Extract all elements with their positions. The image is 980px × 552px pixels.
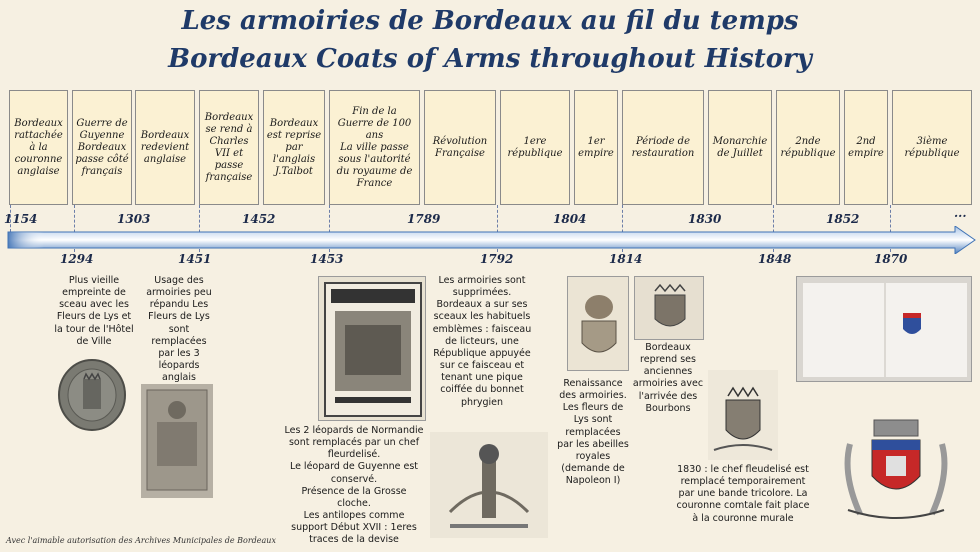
event-box-1870 [892, 90, 972, 205]
event-box-1154 [9, 90, 68, 205]
title-english: Bordeaux Coats of Arms throughout History [168, 44, 812, 74]
event-box-1804 [574, 90, 618, 205]
arms-1804-image [567, 276, 629, 371]
note-1830: 1830 : le chef fleudelisé est remplacé temporairement par une bande tricolore. La couronne comtale fait place à la couronne murale [676, 464, 810, 524]
year-label: 1830 [688, 212, 722, 226]
year-label: 1848 [758, 252, 792, 266]
event-box-1814 [622, 90, 704, 205]
event-box-1303 [135, 90, 195, 205]
seal-1451-image [139, 382, 215, 500]
note-1453-line: Présence de la Grosse cloche. [301, 485, 407, 509]
event-box-1848 [776, 90, 840, 205]
timeline-arrow [0, 226, 980, 254]
event-text: 1er empire [578, 135, 614, 159]
event-box-1789 [424, 90, 496, 205]
note-1453-line: Les antilopes comme support Début XVII : 1eres traces de la devise [291, 510, 417, 546]
note-1814: Bordeaux reprend ses anciennes armoiries avec l'arrivée des Bourbons [632, 342, 704, 414]
event-box-1852 [844, 90, 888, 205]
event-text: Bordeaux redevient anglaise [140, 129, 190, 165]
year-label: 1804 [553, 212, 587, 226]
event-text: Bordeaux est reprise par l'anglais J.Talbot [266, 117, 322, 177]
year-label: 1792 [480, 252, 514, 266]
coat-of-arms-1870-image [838, 414, 954, 532]
year-label: 1870 [874, 252, 908, 266]
emblem-1792-image [430, 432, 548, 538]
event-text: Période de restauration [631, 135, 695, 159]
event-box-1453 [329, 90, 420, 205]
event-box-1451 [199, 90, 259, 205]
year-label: 1453 [310, 252, 344, 266]
year-label: 1451 [178, 252, 212, 266]
note-1804: Renaissance des armoiries. Les fleurs de Lys sont remplacées par les abeilles royales (demande de Napoleon I) [557, 378, 629, 487]
event-text: 3ième république [904, 135, 960, 159]
note-1792: Les armoiries sont supprimées. Bordeaux a sur ses sceaux les habituels emblèmes : faisceau de licteurs, une République appuyée sur ce faisceau et tenant une pique coiffée du bonnet phrygien [432, 275, 532, 408]
note-1453-line: Les 2 léopards de Normandie sont remplacés par un chef fleurdelisé. [284, 425, 424, 461]
year-label: ... [954, 206, 967, 220]
event-text: Monarchie de Juillet [712, 135, 768, 159]
credit-line: Avec l'aimable autorisation des Archives Municipales de Bordeaux [6, 536, 276, 545]
event-text: Guerre de Guyenne Bordeaux passe côté français [75, 117, 129, 177]
event-box-1792 [500, 90, 570, 205]
event-text: Bordeaux se rend à Charles VII et passe française [204, 111, 254, 183]
year-label: 1814 [609, 252, 643, 266]
note-1453-line: Le léopard de Guyenne est conservé. [289, 461, 419, 485]
year-label: 1154 [4, 212, 38, 226]
event-text: Bordeaux rattachée à la couronne anglaise [14, 117, 63, 177]
year-label: 1294 [60, 252, 94, 266]
event-box-1830 [708, 90, 772, 205]
note-1451: Usage des armoiries peu répandu Les Fleurs de Lys sont remplacées par les 3 léopards anglais [146, 275, 212, 384]
event-box-1452 [263, 90, 325, 205]
note-1453 [284, 425, 424, 547]
title-french: Les armoiries de Bordeaux au fil du temps [181, 6, 799, 36]
document-1453-image [318, 276, 426, 421]
arms-engraving-image [708, 370, 778, 460]
event-text: 2nde république [780, 135, 836, 159]
event-box-1294 [72, 90, 132, 205]
event-text: 2nd empire [848, 135, 884, 159]
year-label: 1303 [117, 212, 151, 226]
event-text: Révolution Française [432, 135, 488, 159]
arms-1814-image [634, 276, 704, 340]
event-text: 1ere république [507, 135, 563, 159]
year-label: 1789 [407, 212, 441, 226]
year-label: 1852 [826, 212, 860, 226]
note-1294: Plus vieille empreinte de sceau avec les Fleurs de Lys et la tour de l'Hôtel de Ville [54, 275, 134, 347]
seal-1294-image [56, 357, 128, 433]
year-label: 1452 [242, 212, 276, 226]
document-1870-image [796, 276, 972, 382]
event-text: Fin de la Guerre de 100 ans La ville passe sous l'autorité du royaume de France [336, 105, 413, 189]
